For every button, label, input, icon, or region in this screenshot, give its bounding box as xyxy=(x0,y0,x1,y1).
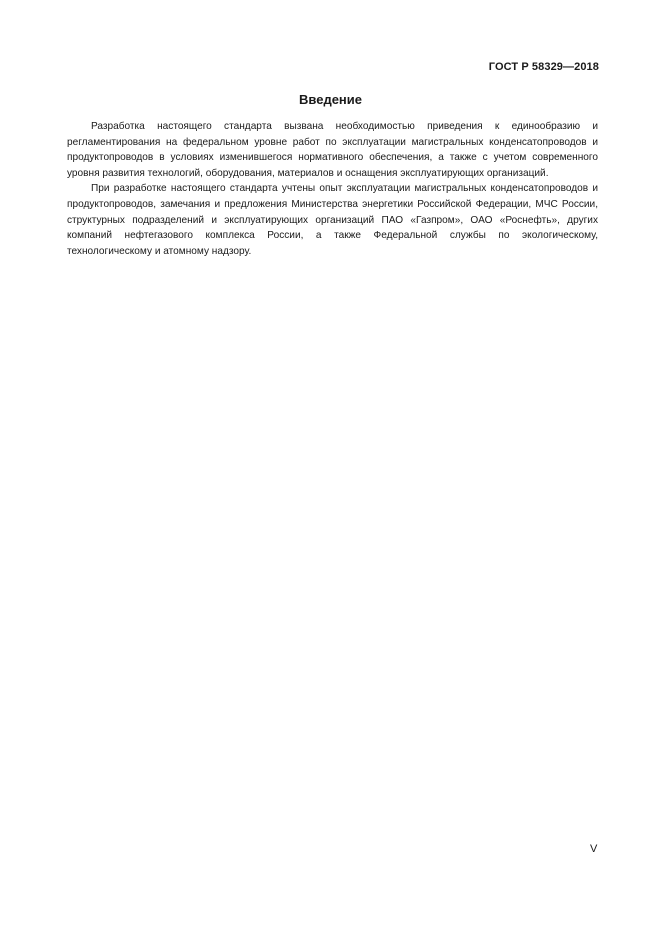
paragraph-1: Разработка настоящего стандарта вызвана необходимостью приведения к единообразию и регламентирования на федеральном уровне работ по эксплуатации магистральных конденсатопроводов и продуктопроводов в условиях изменившегося нормативного обеспечения, а также с учетом современного уровня развития технологий, оборудования, материалов и оснащения эксплуатирующих организаций. xyxy=(67,121,598,179)
paragraph-2: При разработке настоящего стандарта учтены опыт эксплуатации магистральных конденсатопроводов и продуктопроводов, замечания и предложения Министерства энергетики Российской Федерации, МЧС России, структурных подразделений и эксплуатирующих организаций ПАО «Газпром», ОАО «Роснефть», других компаний нефтегазового комплекса России, а также Федеральной службы по экологическому, технологическому и атомному надзору. xyxy=(67,183,598,257)
body-text xyxy=(67,119,598,259)
section-title: Введение xyxy=(299,92,362,107)
page-number: V xyxy=(590,843,598,855)
document-code: ГОСТ Р 58329—2018 xyxy=(488,61,599,73)
